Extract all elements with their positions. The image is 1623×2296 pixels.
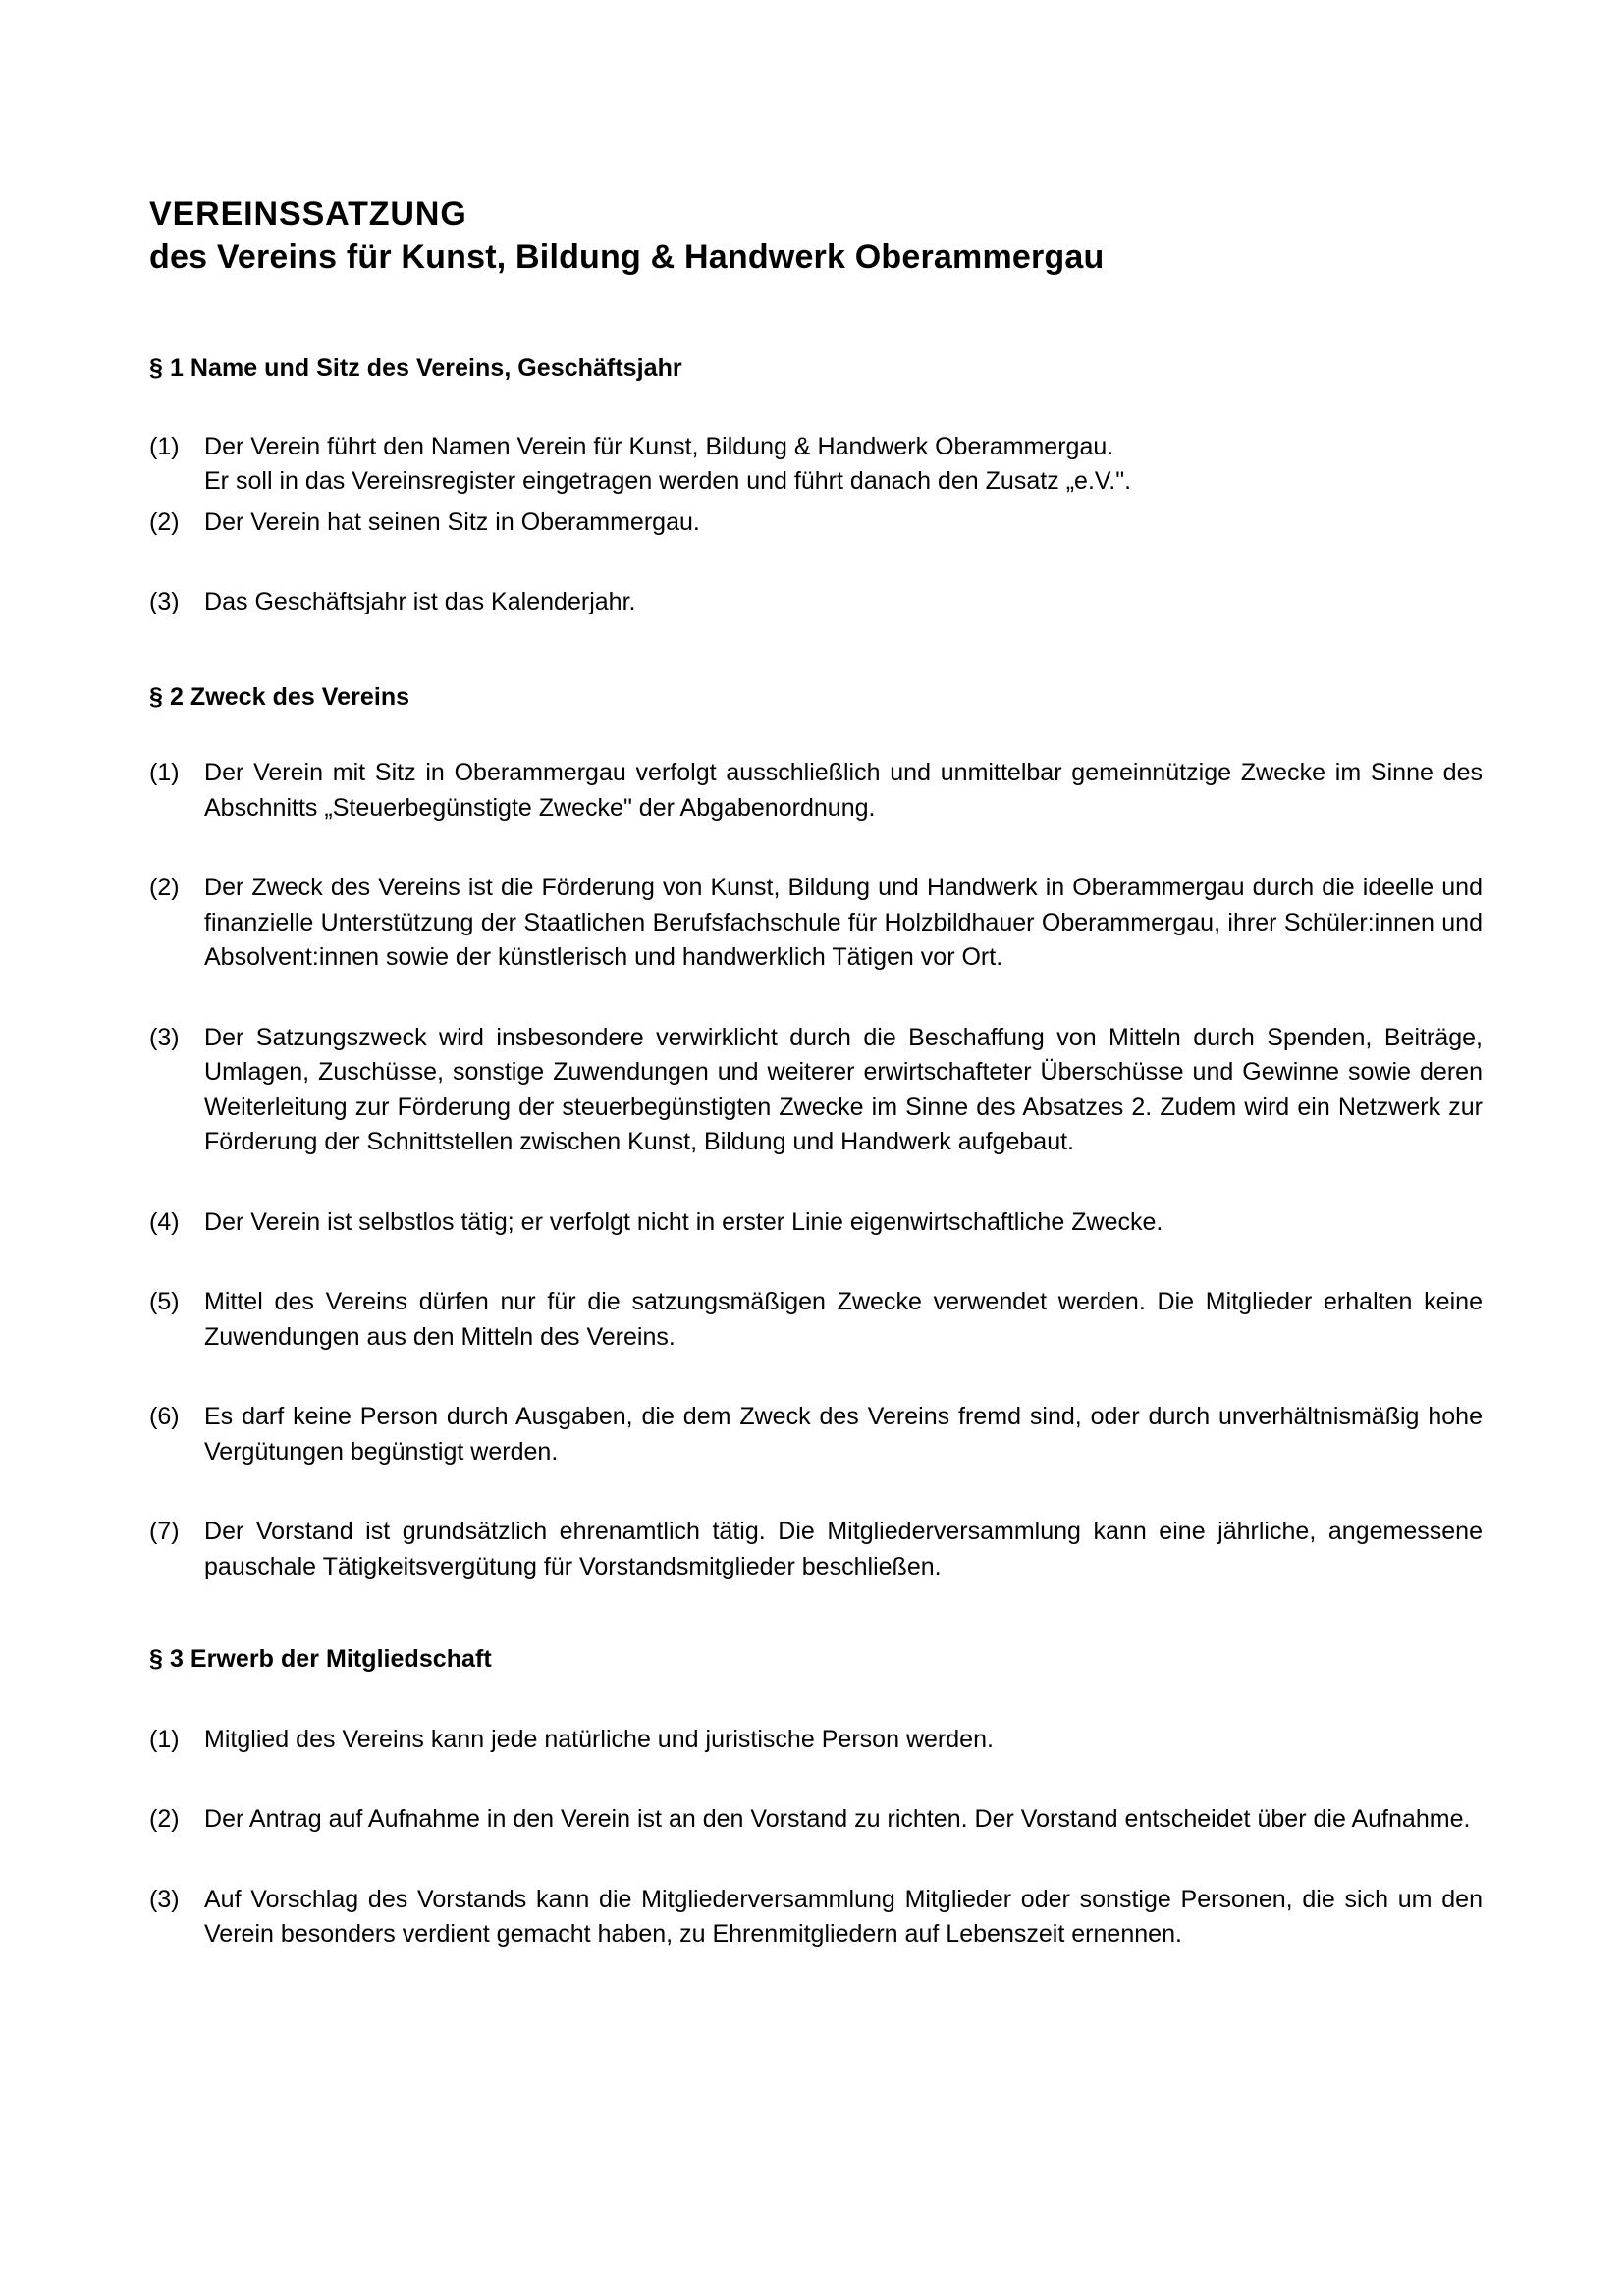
paragraph-text: Auf Vorschlag des Vorstands kann die Mitgliederversammlung Mitglieder oder sonstige Personen, die sich um den Verein besonders verdient gemacht haben, zu Ehrenmitgliedern auf Lebenszeit ernennen.: [204, 1885, 1483, 1949]
paragraph-marker: (3): [149, 588, 180, 616]
paragraph-marker: (1): [149, 1725, 180, 1753]
paragraph-item: [149, 1205, 1483, 1241]
paragraph-item: [149, 585, 1483, 620]
paragraph-text: Der Antrag auf Aufnahme in den Verein ist an den Vorstand zu richten. Der Vorstand entscheidet über die Aufnahme.: [204, 1805, 1471, 1834]
title-line-primary: VEREINSSATZUNG: [149, 195, 467, 233]
paragraph-item: [149, 1802, 1483, 1838]
paragraph-text: Es darf keine Person durch Ausgaben, die dem Zweck des Vereins fremd sind, oder durch unverhältnismäßig hohe Vergütungen begünstigt werden.: [204, 1403, 1483, 1466]
paragraph-item: [149, 1400, 1483, 1469]
paragraph-marker: (6): [149, 1403, 180, 1431]
paragraph-text: Der Verein hat seinen Sitz in Oberammergau.: [204, 507, 700, 536]
section-heading-3: § 3 Erwerb der Mitgliedschaft: [149, 1645, 492, 1674]
paragraph-item: [149, 1021, 1483, 1160]
paragraph-text: Der Satzungszweck wird insbesondere verwirklicht durch die Beschaffung von Mitteln durch Spenden, Beiträge, Umlagen, Zuschüsse, sonstige Zuwendungen und weiterer erwirtschafteter Überschüsse und Gewinne sowie deren Weiterleitung zur Förderung der steuerbegünstigten Zwecke im Sinne des Absatzes 2. Zudem wird ein Netzwerk zur Förderung der Schnittstellen zwischen Kunst, Bildung und Handwerk aufgebaut.: [204, 1023, 1483, 1156]
paragraph-marker: (2): [149, 874, 180, 902]
paragraph-text-continued: Er soll in das Vereinsregister eingetragen werden und führt danach den Zusatz „e.V.".: [204, 467, 1132, 496]
paragraph-item: [149, 871, 1483, 976]
section-paragraph-2: [149, 620, 1483, 1585]
paragraph-text: Das Geschäftsjahr ist das Kalenderjahr.: [204, 588, 636, 616]
paragraph-list-2: [149, 756, 1483, 1584]
paragraph-marker: (2): [149, 1805, 180, 1834]
paragraph-text: Der Verein mit Sitz in Oberammergau verfolgt ausschließlich und unmittelbar gemeinnützige Zwecke im Sinne des Abschnitts „Steuerbegünstigte Zwecke" der Abgabenordnung.: [204, 759, 1483, 822]
paragraph-marker: (2): [149, 507, 180, 536]
paragraph-marker: (3): [149, 1885, 180, 1913]
paragraph-item: [149, 1723, 1483, 1758]
paragraph-item: [149, 506, 1483, 541]
paragraph-text: Der Verein ist selbstlos tätig; er verfolgt nicht in erster Linie eigenwirtschaftliche Zwecke.: [204, 1207, 1163, 1236]
title-line-secondary: des Vereins für Kunst, Bildung & Handwerk Oberammergau: [149, 239, 1105, 277]
section-paragraph-1: [149, 279, 1483, 620]
paragraph-list-1: [149, 430, 1483, 620]
paragraph-text: Der Verein führt den Namen Verein für Kunst, Bildung & Handwerk Oberammergau.: [204, 432, 1114, 460]
paragraph-item: [149, 1883, 1483, 1952]
paragraph-list-3: [149, 1723, 1483, 1952]
page-title: [149, 192, 1483, 279]
paragraph-item: [149, 1285, 1483, 1355]
paragraph-text: Der Vorstand ist grundsätzlich ehrenamtlich tätig. Die Mitgliederversammlung kann eine jährliche, angemessene pauschale Tätigkeitsvergütung für Vorstandsmitglieder beschließen.: [204, 1518, 1483, 1580]
paragraph-item: [149, 1515, 1483, 1584]
paragraph-marker: (7): [149, 1518, 180, 1546]
section-paragraph-3: [149, 1584, 1483, 1952]
paragraph-marker: (1): [149, 432, 180, 460]
paragraph-marker: (4): [149, 1207, 180, 1236]
paragraph-item: [149, 430, 1483, 500]
paragraph-text: Der Zweck des Vereins ist die Förderung von Kunst, Bildung und Handwerk in Oberammergau durch die ideelle und finanzielle Unterstützung der Staatlichen Berufsfachschule für Holzbildhauer Oberammergau, ihrer Schüler:innen und Absolvent:innen sowie der künstlerisch und handwerklich Tätigen vor Ort.: [204, 874, 1483, 972]
document-body: [149, 192, 1483, 1952]
section-heading-1: § 1 Name und Sitz des Vereins, Geschäftsjahr: [149, 354, 682, 383]
paragraph-text: Mitglied des Vereins kann jede natürliche und juristische Person werden.: [204, 1725, 994, 1753]
paragraph-marker: (3): [149, 1023, 180, 1051]
section-heading-2: § 2 Zweck des Vereins: [149, 682, 410, 711]
paragraph-item: [149, 756, 1483, 826]
paragraph-marker: (5): [149, 1288, 180, 1316]
paragraph-marker: (1): [149, 759, 180, 787]
paragraph-text: Mittel des Vereins dürfen nur für die satzungsmäßigen Zwecke verwendet werden. Die Mitglieder erhalten keine Zuwendungen aus den Mitteln des Vereins.: [204, 1288, 1483, 1351]
